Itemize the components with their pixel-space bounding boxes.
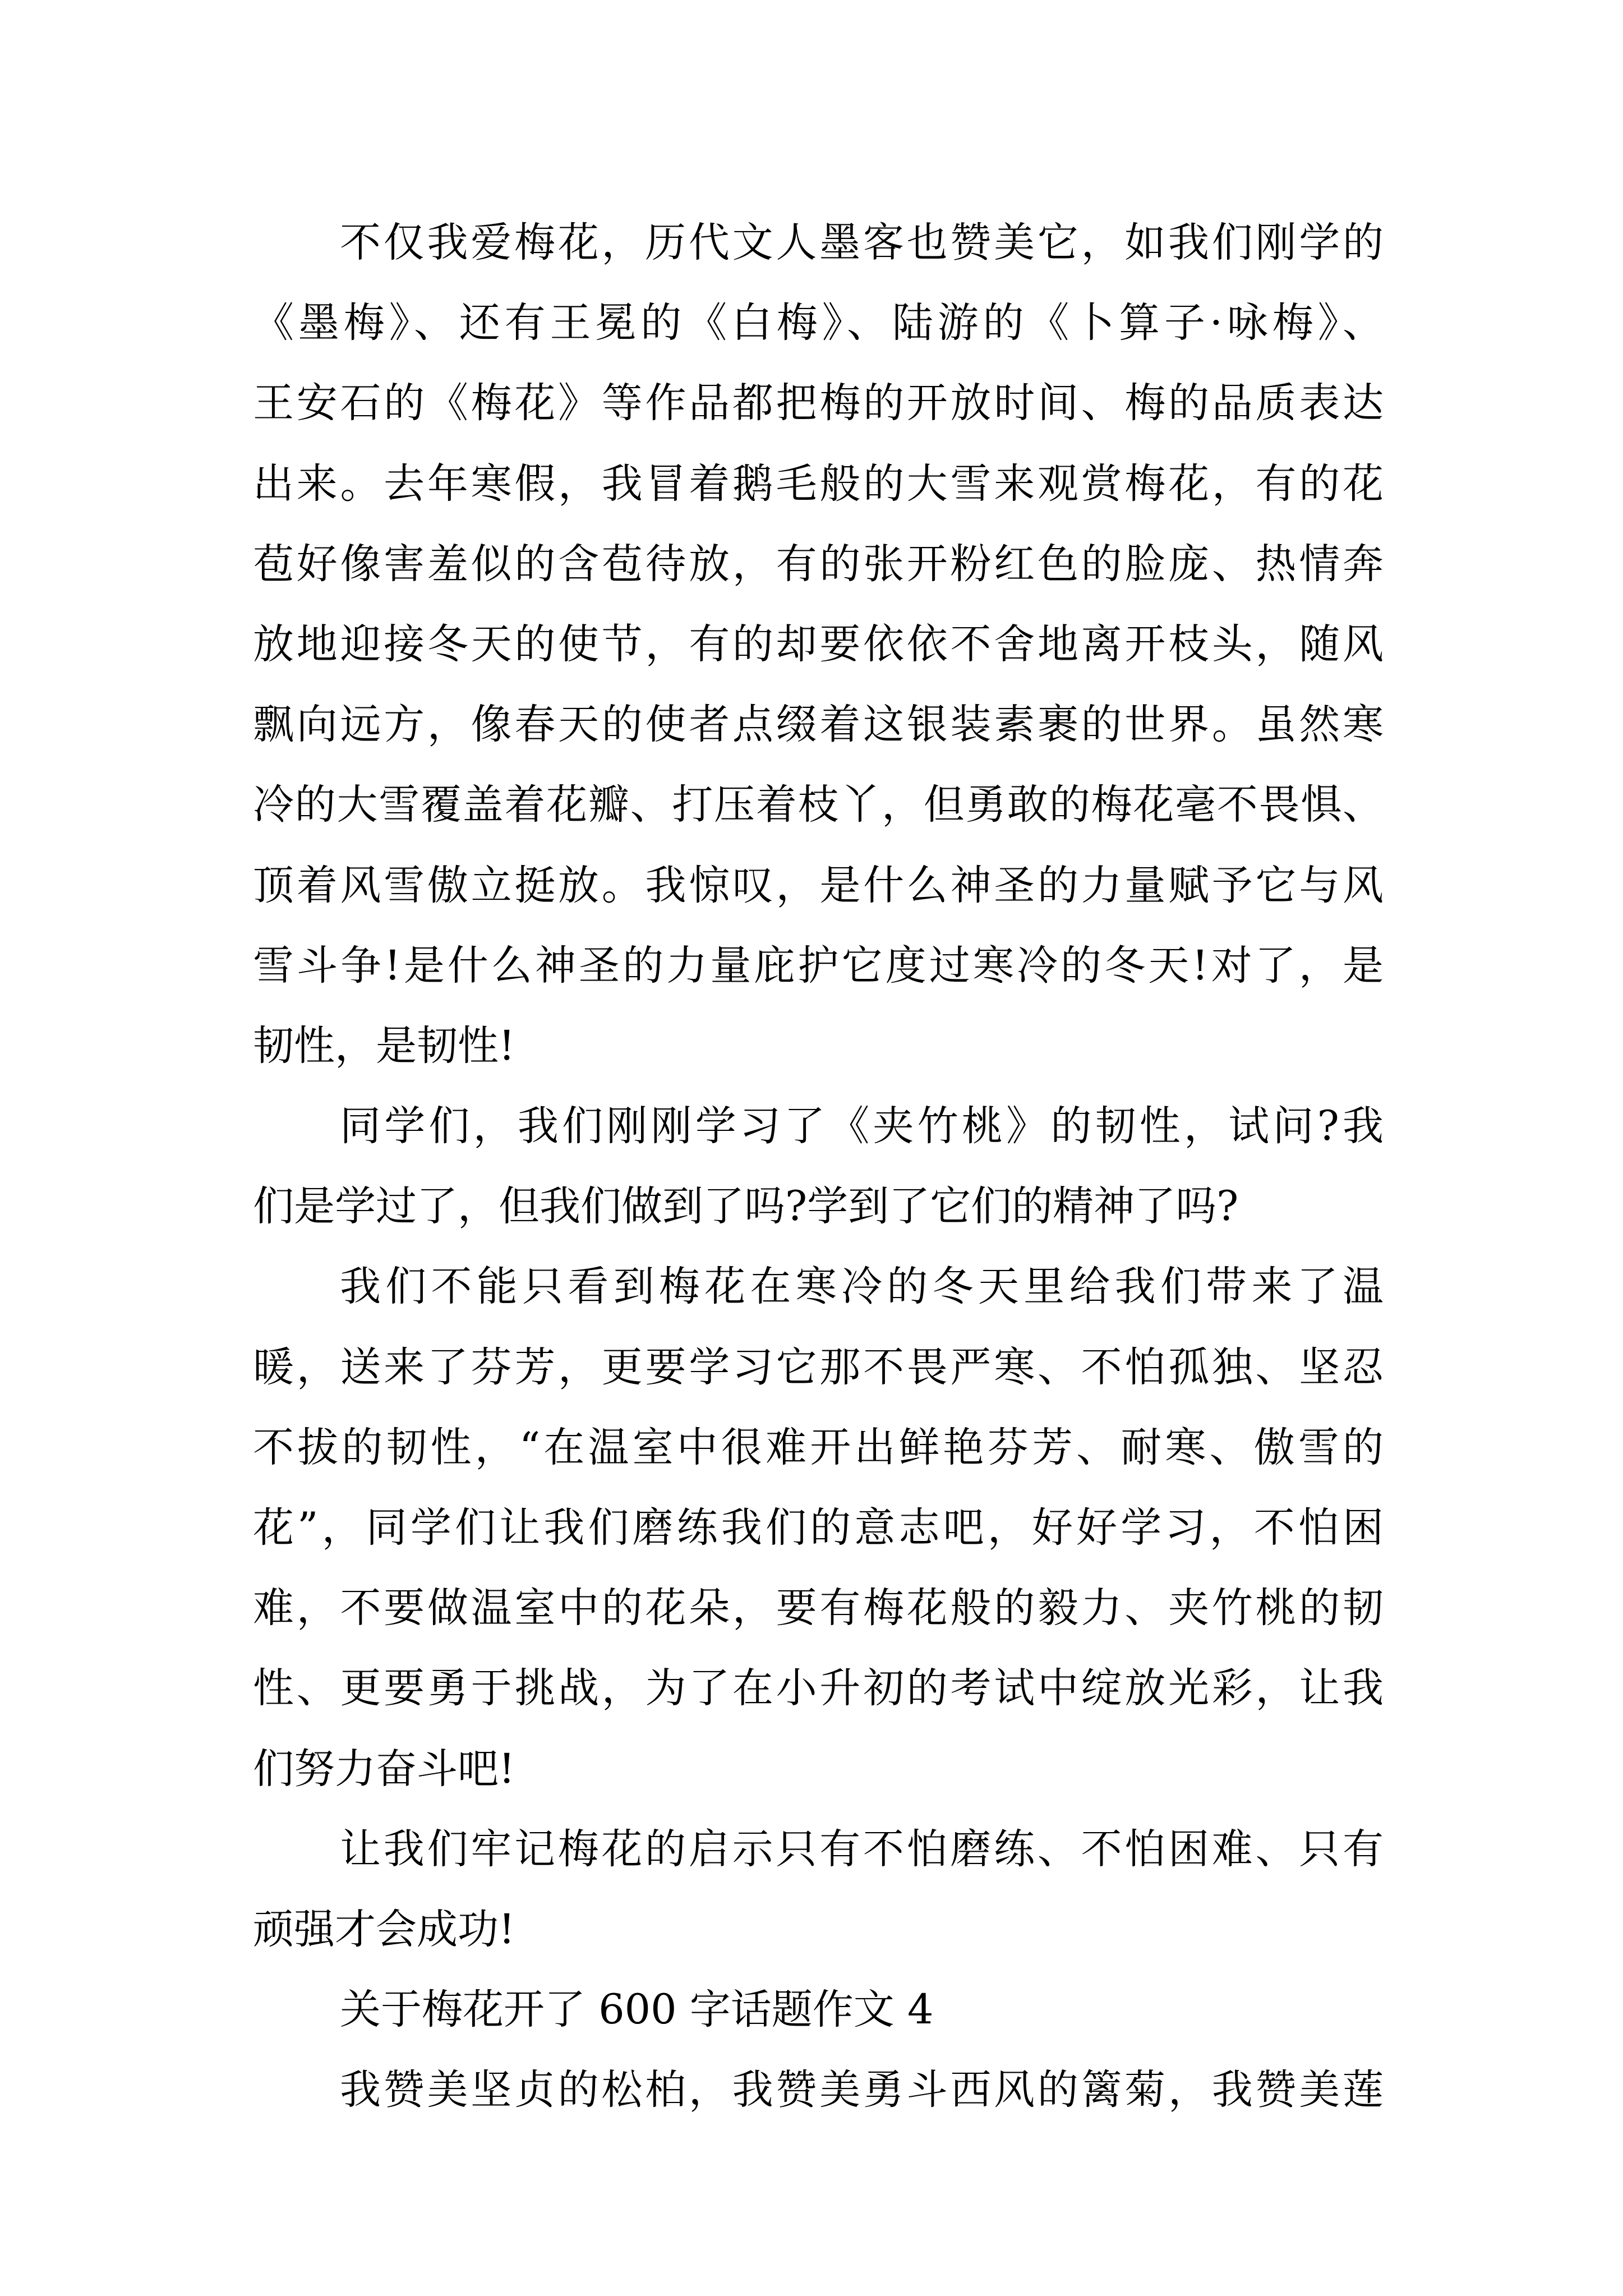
text-line: 不仅我爱梅花，历代文人墨客也赞美它，如我们刚学的	[340, 219, 1384, 266]
text-line: 花”，同学们让我们磨练我们的意志吧，好好学习，不怕困	[253, 1504, 1384, 1552]
document-page	[253, 203, 1384, 2131]
text-line: 我赞美坚贞的松柏，我赞美勇斗西风的篱菊，我赞美莲	[340, 2066, 1384, 2114]
text-line: 顽强才会成功!	[253, 1905, 515, 1953]
text-line: 们是学过了，但我们做到了吗?学到了它们的精神了吗?	[253, 1182, 1239, 1231]
paragraph-essay-opening	[253, 2050, 1384, 2130]
text-line: 同学们，我们刚刚学习了《夹竹桃》的韧性，试问?我	[340, 1102, 1384, 1151]
paragraph-question	[253, 1086, 1384, 1246]
paragraph-conclusion	[253, 1809, 1384, 1970]
text-line: 暖，送来了芬芳，更要学习它那不畏严寒、不怕孤独、坚忍	[253, 1343, 1384, 1391]
text-line: 雪斗争!是什么神圣的力量庇护它度过寒冷的冬天!对了，是	[253, 941, 1384, 990]
text-line: 飘向远方，像春天的使者点缀着这银装素裹的世界。虽然寒	[253, 701, 1384, 749]
text-line: 顶着风雪傲立挺放。我惊叹，是什么神圣的力量赋予它与风	[253, 861, 1384, 909]
text-line: 韧性，是韧性!	[253, 1022, 515, 1070]
text-line: 冷的大雪覆盖着花瓣、打压着枝丫，但勇敢的梅花毫不畏惧、	[253, 781, 1384, 829]
essay-title: 关于梅花开了 600 字话题作文 4	[340, 1986, 934, 2034]
text-line: 让我们牢记梅花的启示只有不怕磨练、不怕困难、只有	[340, 1825, 1384, 1873]
text-line: 难，不要做温室中的花朵，要有梅花般的毅力、夹竹桃的韧	[253, 1584, 1384, 1632]
text-line: 出来。去年寒假，我冒着鹅毛般的大雪来观赏梅花，有的花	[253, 459, 1384, 508]
essay-heading	[253, 1970, 1384, 2050]
text-line: 我们不能只看到梅花在寒冷的冬天里给我们带来了温	[340, 1263, 1384, 1311]
text-line: 《墨梅》、还有王冕的《白梅》、陆游的《卜算子·咏梅》、	[253, 299, 1384, 347]
paragraph-plum-admiration	[253, 203, 1384, 1086]
text-line: 王安石的《梅花》等作品都把梅的开放时间、梅的品质表达	[253, 379, 1384, 427]
text-line: 性、更要勇于挑战，为了在小升初的考试中绽放光彩，让我	[253, 1664, 1384, 1713]
text-line: 不拔的韧性，“在温室中很难开出鲜艳芬芳、耐寒、傲雪的	[253, 1423, 1384, 1471]
text-line: 放地迎接冬天的使节，有的却要依依不舍地离开枝头，随风	[253, 620, 1384, 668]
paragraph-resilience	[253, 1246, 1384, 1809]
text-line: 们努力奋斗吧!	[253, 1745, 515, 1793]
text-line: 苞好像害羞似的含苞待放，有的张开粉红色的脸庞、热情奔	[253, 540, 1384, 588]
